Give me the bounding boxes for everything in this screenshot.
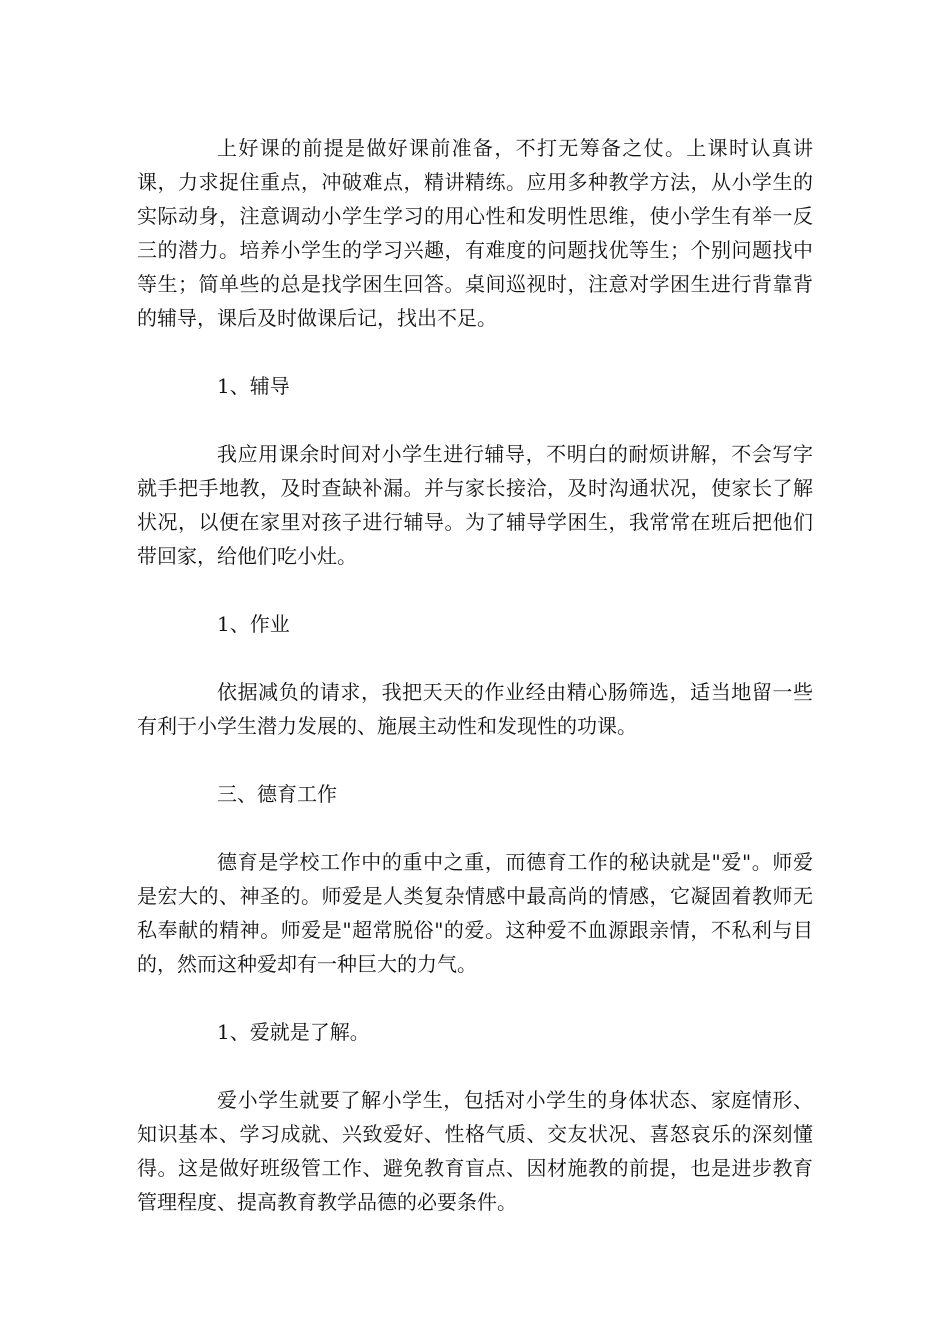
- paragraph-spacer: [137, 335, 813, 369]
- paragraph-spacer: [137, 403, 813, 437]
- paragraph-spacer: [137, 981, 813, 1015]
- document-body: [137, 131, 813, 1219]
- paragraph-spacer: [137, 743, 813, 777]
- paragraph-spacer: [137, 641, 813, 675]
- paragraph-lesson-preparation: 上好课的前提是做好课前准备，不打无筹备之仗。上课时认真讲课，力求捉住重点，冲破难点，精讲精练。应用多种教学方法，从小学生的实际动身，注意调动小学生学习的用心性和发明性思维，使小学生有举一反三的潜力。培养小学生的学习兴趣，有难度的问题找优等生；个别问题找中等生；简单些的总是找学困生回答。桌间巡视时，注意对学困生进行背靠背的辅导，课后及时做课后记，找出不足。: [137, 136, 813, 330]
- heading-moral-education: 三、德育工作: [217, 782, 337, 806]
- paragraph-understanding-students: 爱小学生就要了解小学生，包括对小学生的身体状态、家庭情形、知识基本、学习成就、兴致爱好、性格气质、交友状况、喜怒哀乐的深刻懂得。这是做好班级管工作、避免教育盲点、因材施教的前提，也是进步教育管理程度、提高教育教学品德的必要条件。: [137, 1088, 813, 1214]
- heading-love-is-understanding: 1、爱就是了解。: [217, 1020, 370, 1044]
- paragraph-tutoring: 我应用课余时间对小学生进行辅导，不明白的耐烦讲解，不会写字就手把手地教，及时查缺补漏。并与家长接洽，及时沟通状况，使家长了解状况，以便在家里对孩子进行辅导。为了辅导学困生，我常常在班后把他们带回家，给他们吃小灶。: [137, 442, 813, 568]
- paragraph-spacer: [137, 573, 813, 607]
- paragraph-homework: 依据减负的请求，我把天天的作业经由精心肠筛选，适当地留一些有利于小学生潜力发展的、施展主动性和发现性的功课。: [137, 680, 813, 738]
- paragraph-spacer: [137, 1049, 813, 1083]
- paragraph-moral-education: 德育是学校工作中的重中之重，而德育工作的秘诀就是"爱"。师爱是宏大的、神圣的。师爱是人类复杂情感中最高尚的情感，它凝固着教师无私奉献的精神。师爱是"超常脱俗"的爱。这种爱不血源跟亲情，不私利与目的，然而这种爱却有一种巨大的力气。: [137, 850, 813, 976]
- paragraph-spacer: [137, 811, 813, 845]
- heading-tutoring: 1、辅导: [217, 374, 290, 398]
- heading-homework: 1、作业: [217, 612, 290, 636]
